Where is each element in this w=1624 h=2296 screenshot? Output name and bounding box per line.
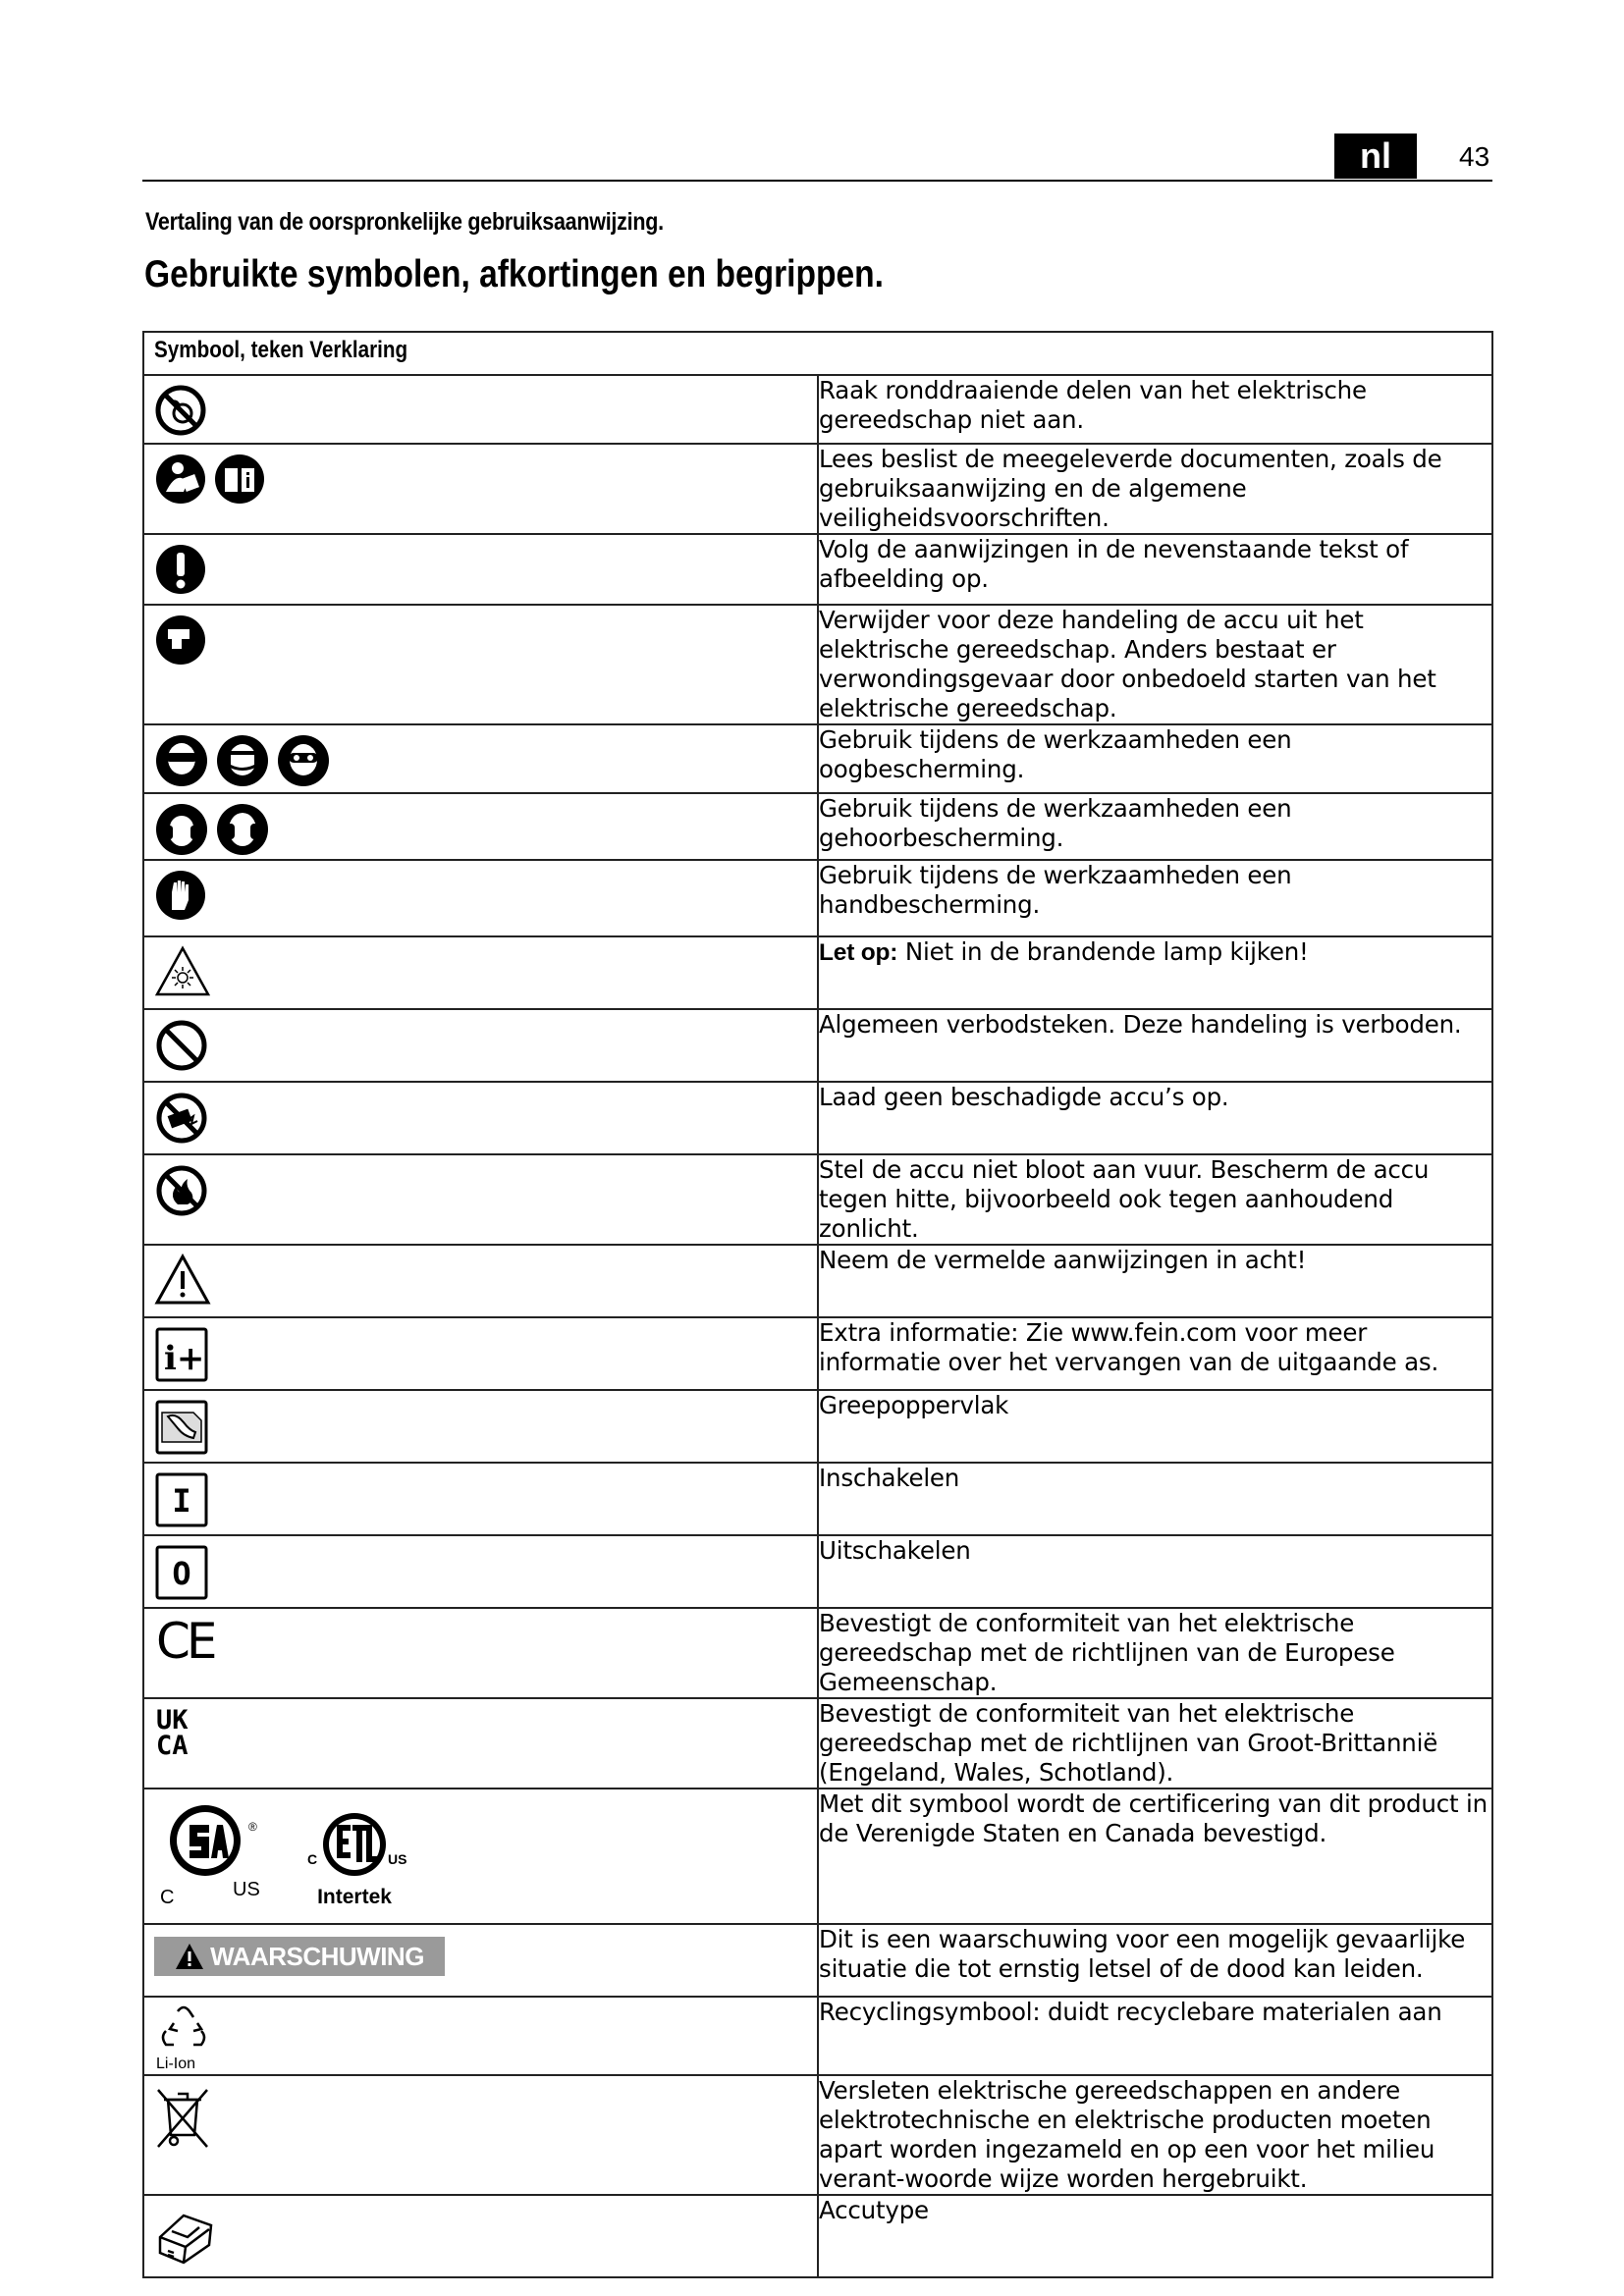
- table-row: [143, 724, 1492, 793]
- description-cell: Versleten elektrische gereedschappen en andere elektrotechnische en elektrische producten moeten apart worden ingezameld en op een voor het milieu verant-woorde wijze worden hergebruikt.: [818, 2075, 1492, 2195]
- table-row: [143, 1463, 1492, 1535]
- extra-info-icon: [154, 1326, 209, 1383]
- description-cell: Stel de accu niet bloot aan vuur. Bescherm de accu tegen hitte, bijvoorbeeld ook tegen aanhoudend zonlicht.: [818, 1154, 1492, 1245]
- symbol-cell: [143, 1082, 818, 1154]
- table-row: [143, 375, 1492, 444]
- symbol-cell: [143, 375, 818, 444]
- table-row: [143, 1390, 1492, 1463]
- remove-battery-icon: [154, 614, 207, 667]
- table-row: [143, 1789, 1492, 1924]
- table-row: [143, 1924, 1492, 1997]
- hearing-protection-icon: [154, 802, 209, 857]
- table-row: [143, 1009, 1492, 1082]
- table-row: [143, 1317, 1492, 1390]
- table-row: [143, 2075, 1492, 2195]
- symbol-cell: [143, 534, 818, 605]
- symbols-table: [142, 331, 1493, 2278]
- symbol-cell: [143, 1535, 818, 1608]
- no-touch-rotating-parts-icon: [154, 384, 207, 437]
- symbol-cell: [143, 1317, 818, 1390]
- symbol-cell: [143, 1245, 818, 1317]
- bright-light-warning-icon: [154, 945, 211, 998]
- description-cell: [818, 936, 1492, 1009]
- ukca-mark-bottom: CA: [156, 1731, 189, 1761]
- table-row: [143, 605, 1492, 724]
- table-header-label: Symbool, teken Verklaring: [154, 337, 408, 363]
- symbol-cell: [143, 1608, 818, 1698]
- table-row: [143, 860, 1492, 936]
- symbol-cell: [143, 793, 818, 860]
- table-row: [143, 1608, 1492, 1698]
- description-cell: Uitschakelen: [818, 1535, 1492, 1608]
- table-header-row: [143, 332, 1492, 375]
- symbol-cell: [143, 1463, 818, 1535]
- symbol-cell: [143, 1698, 818, 1789]
- etl-listed-icon: [296, 1795, 413, 1913]
- table-row: [143, 534, 1492, 605]
- description-cell: Verwijder voor deze handeling de accu uit het elektrische gereedschap. Anders bestaat er verwondingsgevaar door onbedoeld starten van het elektrische gereedschap.: [818, 605, 1492, 724]
- switch-on-mark: I: [172, 1482, 191, 1520]
- table-row: [143, 1698, 1492, 1789]
- language-badge: nl: [1334, 133, 1417, 179]
- switch-off-icon: [154, 1544, 209, 1601]
- symbol-cell: [143, 936, 818, 1009]
- table-row: [143, 793, 1492, 860]
- description-cell: Met dit symbool wordt de certificering van dit product in de Verenigde Staten en Canada bevestigd.: [818, 1789, 1492, 1924]
- symbol-cell: [143, 1009, 818, 1082]
- description-cell: Gebruik tijdens de werkzaamheden een handbescherming.: [818, 860, 1492, 936]
- page-title: Gebruikte symbolen, afkortingen en begrippen.: [144, 253, 884, 295]
- description-cell: Volg de aanwijzingen in de nevenstaande tekst of afbeelding op.: [818, 534, 1492, 605]
- warning-signal-word: [154, 1937, 445, 1976]
- table-row: [143, 1245, 1492, 1317]
- description-cell: Lees beslist de meegeleverde documenten, zoals de gebruiksaanwijzing en de algemene veiligheidsvoorschriften.: [818, 444, 1492, 534]
- weee-crossed-bin-icon: [154, 2084, 211, 2153]
- grip-surface-icon: [154, 1399, 209, 1456]
- symbol-cell: [143, 444, 818, 534]
- battery-pack-icon: [154, 2204, 217, 2267]
- description-cell: Accutype: [818, 2195, 1492, 2277]
- description-cell: Raak ronddraaiende delen van het elektrische gereedschap niet aan.: [818, 375, 1492, 444]
- manual-book-icon: [213, 453, 266, 506]
- switch-on-icon: [154, 1471, 209, 1528]
- li-ion-mark: Li-Ion: [156, 2056, 196, 2072]
- table-row: [143, 2195, 1492, 2277]
- symbol-cell: [143, 605, 818, 724]
- etl-c-mark: C: [307, 1851, 318, 1867]
- table-row: [143, 444, 1492, 534]
- table-row: [143, 1082, 1492, 1154]
- symbol-cell: [143, 2195, 818, 2277]
- etl-intertek-mark: Intertek: [317, 1886, 392, 1908]
- description-cell: Recyclingsymbool: duidt recyclebare materialen aan: [818, 1997, 1492, 2075]
- description-cell: Greepoppervlak: [818, 1390, 1492, 1463]
- recycling-li-ion-icon: [154, 2002, 217, 2072]
- table-header: [143, 332, 1492, 375]
- warning-signal-text: WAARSCHUWING: [210, 1941, 424, 1971]
- description-cell: Extra informatie: Zie www.fein.com voor meer informatie over het vervangen van de uitgaande as.: [818, 1317, 1492, 1390]
- description-cell: Laad geen beschadigde accu’s op.: [818, 1082, 1492, 1154]
- csa-us-mark: US: [233, 1879, 260, 1900]
- csa-registered-mark: ®: [248, 1820, 257, 1834]
- warning-triangle-icon: [154, 1254, 211, 1307]
- description-cell: Inschakelen: [818, 1463, 1492, 1535]
- description-cell: Gebruik tijdens de werkzaamheden een oogbescherming.: [818, 724, 1492, 793]
- eye-protection-icon: [154, 733, 209, 788]
- caution-label: Let op:: [819, 939, 898, 966]
- symbol-cell: [143, 1390, 818, 1463]
- etl-us-mark: US: [388, 1851, 407, 1867]
- description-cell: Bevestigt de conformiteit van het elektrische gereedschap met de richtlijnen van de Europese Gemeenschap.: [818, 1608, 1492, 1698]
- mandatory-action-icon: [154, 543, 207, 596]
- no-charging-damaged-battery-icon: [154, 1091, 209, 1146]
- read-manual-icon: [154, 453, 207, 506]
- warning-signal-icon: [175, 1943, 204, 1970]
- description-cell: Dit is een waarschuwing voor een mogelijk gevaarlijke situatie die tot ernstig letsel of de dood kan leiden.: [818, 1924, 1492, 1997]
- description-cell: Bevestigt de conformiteit van het elektrische gereedschap met de richtlijnen van Groot-Brittannië (Engeland, Wales, Schotland).: [818, 1698, 1492, 1789]
- no-fire-battery-icon: [154, 1163, 209, 1218]
- symbol-cell: [143, 724, 818, 793]
- page-number: 43: [1459, 141, 1490, 172]
- face-shield-icon: [215, 733, 270, 788]
- header-rule: [142, 180, 1492, 182]
- table-row: [143, 1997, 1492, 2075]
- csa-c-mark: C: [160, 1887, 175, 1908]
- table-row: [143, 1154, 1492, 1245]
- ce-mark-text: CE: [156, 1613, 214, 1668]
- table-row: [143, 1535, 1492, 1608]
- ukca-mark-icon: [154, 1703, 213, 1762]
- symbol-cell: [143, 1154, 818, 1245]
- description-cell: Gebruik tijdens de werkzaamheden een gehoorbescherming.: [818, 793, 1492, 860]
- symbol-cell: [143, 2075, 818, 2195]
- table-row: [143, 936, 1492, 1009]
- symbol-cell: [143, 1789, 818, 1924]
- prohibition-icon: [154, 1018, 209, 1073]
- description-cell: Neem de vermelde aanwijzingen in acht!: [818, 1245, 1492, 1317]
- ear-muffs-icon: [215, 802, 270, 857]
- translation-note: Vertaling van de oorspronkelijke gebruiksaanwijzing.: [145, 208, 664, 236]
- symbol-cell: [143, 860, 818, 936]
- hand-protection-icon: [154, 869, 207, 922]
- ce-mark-icon: [154, 1613, 223, 1668]
- symbol-cell: [143, 1924, 818, 1997]
- safety-goggles-icon: [276, 733, 331, 788]
- symbol-cell: [143, 1997, 818, 2075]
- caution-text: Niet in de brandende lamp kijken!: [897, 937, 1309, 966]
- switch-off-mark: O: [172, 1555, 191, 1592]
- description-cell: Algemeen verbodsteken. Deze handeling is verboden.: [818, 1009, 1492, 1082]
- csa-certification-icon: [154, 1795, 272, 1913]
- ukca-mark-top: UK: [156, 1705, 189, 1735]
- extra-info-mark: i+: [164, 1339, 205, 1378]
